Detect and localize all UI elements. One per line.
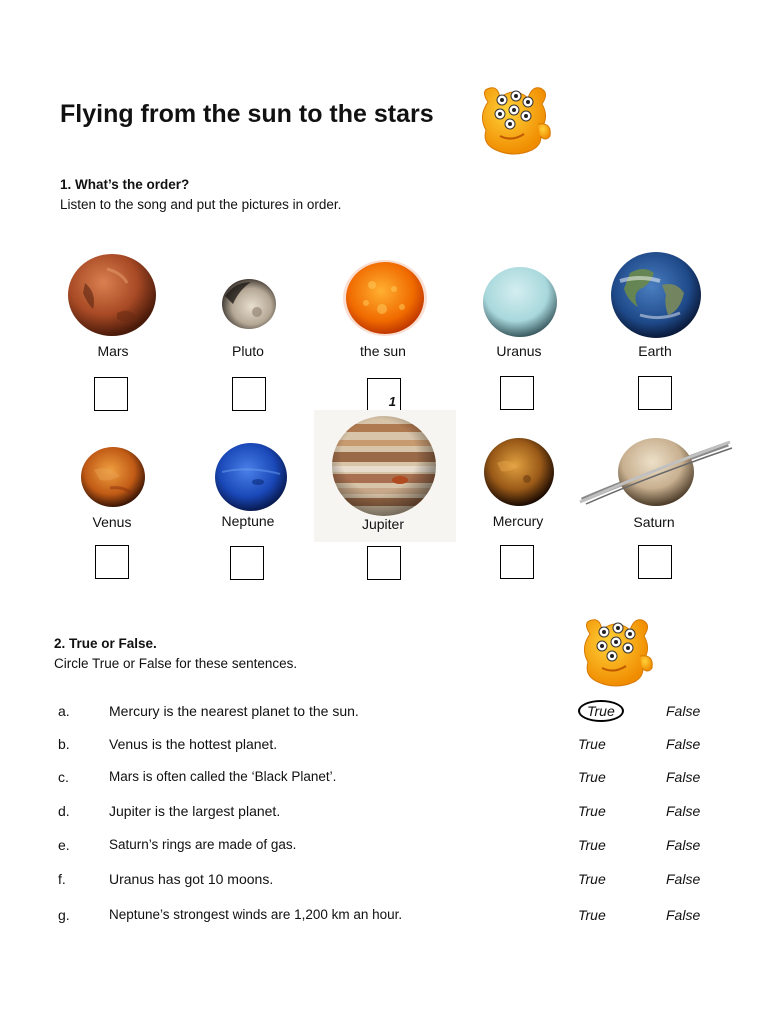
alien-monster-icon xyxy=(576,616,656,693)
page-title: Flying from the sun to the stars xyxy=(60,100,434,128)
false-option[interactable]: False xyxy=(666,803,701,819)
item-sentence: Mars is often called the ‘Black Planet’. xyxy=(109,769,337,784)
order-box[interactable] xyxy=(638,545,672,579)
section1-instruction: Listen to the song and put the pictures in order. xyxy=(60,197,342,212)
item-letter: d. xyxy=(58,803,70,819)
true-option[interactable]: True xyxy=(578,769,606,785)
false-option[interactable]: False xyxy=(666,769,701,785)
alien-monster-icon xyxy=(474,84,554,161)
item-letter: a. xyxy=(58,703,70,719)
order-box[interactable] xyxy=(94,377,128,411)
false-option[interactable]: False xyxy=(666,837,701,853)
pluto-icon xyxy=(221,278,277,330)
item-letter: b. xyxy=(58,736,70,752)
true-option[interactable]: True xyxy=(578,837,606,853)
item-sentence: Venus is the hottest planet. xyxy=(109,736,278,752)
false-option[interactable]: False xyxy=(666,907,701,923)
item-letter: c. xyxy=(58,769,69,785)
item-sentence: Neptune’s strongest winds are 1,200 km an hour. xyxy=(109,907,403,922)
false-option[interactable]: False xyxy=(666,871,701,887)
item-sentence: Uranus has got 10 moons. xyxy=(109,871,274,887)
true-option[interactable]: True xyxy=(578,803,606,819)
section2-instruction: Circle True or False for these sentences. xyxy=(54,656,298,671)
neptune-icon xyxy=(214,442,288,512)
true-option[interactable]: True xyxy=(578,736,606,752)
section2-heading: 2. True or False. xyxy=(54,636,157,651)
true-option[interactable]: True xyxy=(578,907,606,923)
tf-item xyxy=(0,907,768,927)
order-box[interactable] xyxy=(500,545,534,579)
tf-item xyxy=(0,703,768,723)
planet-label: Mars xyxy=(97,343,129,359)
item-letter: e. xyxy=(58,837,70,853)
uranus-icon xyxy=(482,266,558,338)
order-box[interactable] xyxy=(367,546,401,580)
circled-answer: True xyxy=(578,700,624,722)
item-sentence: Saturn’s rings are made of gas. xyxy=(109,837,297,852)
order-box[interactable] xyxy=(638,376,672,410)
item-letter: g. xyxy=(58,907,70,923)
order-number: 1 xyxy=(388,394,396,409)
earth-icon xyxy=(610,251,702,339)
planet-label: Uranus xyxy=(496,343,542,359)
tf-item xyxy=(0,803,768,823)
mars-icon xyxy=(67,253,157,337)
order-box[interactable] xyxy=(500,376,534,410)
planet-label: the sun xyxy=(360,343,406,359)
false-option[interactable]: False xyxy=(666,703,701,719)
tf-item xyxy=(0,769,768,789)
item-sentence: Jupiter is the largest planet. xyxy=(109,803,281,819)
mercury-icon xyxy=(483,437,555,507)
sun-icon xyxy=(342,259,428,337)
tf-item xyxy=(0,837,768,857)
order-box[interactable] xyxy=(230,546,264,580)
planet-label: Neptune xyxy=(221,513,275,529)
planet-label: Pluto xyxy=(232,343,264,359)
planet-label: Saturn xyxy=(633,514,675,530)
planet-label: Earth xyxy=(638,343,672,359)
order-box[interactable] xyxy=(367,378,401,412)
saturn-icon xyxy=(578,436,734,508)
false-option[interactable]: False xyxy=(666,736,701,752)
tf-item xyxy=(0,871,768,891)
planet-label: Venus xyxy=(92,514,132,530)
venus-icon xyxy=(80,446,146,508)
true-option[interactable]: True xyxy=(578,871,606,887)
tf-item xyxy=(0,736,768,756)
order-box[interactable] xyxy=(232,377,266,411)
section1-heading: 1. What’s the order? xyxy=(60,177,190,192)
order-box[interactable] xyxy=(95,545,129,579)
item-letter: f. xyxy=(58,871,66,887)
item-sentence: Mercury is the nearest planet to the sun. xyxy=(109,703,359,719)
true-option[interactable] xyxy=(580,703,624,722)
planet-label: Mercury xyxy=(492,513,544,529)
planet-label: Jupiter xyxy=(361,516,405,532)
